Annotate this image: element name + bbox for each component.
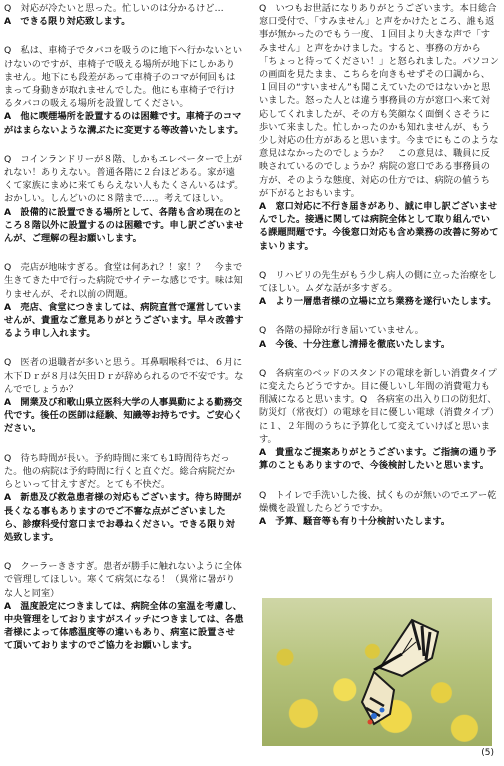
answer-text: A できる限り対応致します。 [4, 16, 131, 28]
qa-item [4, 261, 244, 340]
question-text: Q トイレで手洗いした後、拭くものが無いのでエアー乾燥機を設置したらどうですか。 [259, 489, 497, 514]
answer-text: A 今後、十分注意し清掃を徹底いたします。 [259, 338, 451, 350]
qa-item [4, 153, 244, 245]
question-text: Q 対応が冷たいと思った。忙しいのは分かるけど… [4, 3, 224, 14]
answer-text: A 設備的に設置できる場所として、各階も含め現在のところ８階以外に設置するのは困難です。申し訳ございませんが、ご理解の程お願いします。 [4, 206, 244, 245]
left-column [4, 2, 244, 669]
answer-text: A 売店、食堂につきましては、病院直営で運営していませんが、貴重なご意見ありがとうございます。早々改善するよう申し入れます。 [4, 301, 244, 340]
answer-text: A 新患及び救急患者様の対応もございます。待ち時間が長くなる事もありますのでご不審な点がございましたら、診療科受付窓口までお尋ねください。できる限り対処致します。 [4, 492, 242, 543]
qa-item [259, 2, 499, 253]
question-text: Q 私は、車椅子でタバコを吸うのに地下へ行かないといけないのですが、車椅子で吸える場所が地下にしかありません。地下にも段差があって車椅子のコマが何回もはまって身動きが取れませんでした。他にも車椅子で行けるタバコの吸える場所を設置してください。 [4, 45, 243, 110]
question-text: Q 待ち時間が長い。予約時間に来ても1時間待ちだった。他の病院は予約時間に行くと直ぐだ。総合病院だからといって甘えすぎだ。とても不快だ。 [4, 452, 235, 491]
question-text: Q いつもお世話になりありがとうございます。本日総合窓口受付で、「すみません」と声をかけたところ、誰も返事が無かったのでもう一度、１回目より大きな声で「すみません」と声をかけました。すると、事務の方から「ちょっと待ってください！」と怒られました。パソコンの画面を見たまま、こちらを向きもせずその口調から、１回目の“すいません”も聞こえていたのではないかと思いました。怒った人とは違う事務員の方が窓口へ来て対応してくれましたが、その方も笑顔なく面倒くさそうに歩いて来ました。忙しかったのかも知れませんが、もう少し対応の仕方があると思います。今までにもこのような意見はなかったのでしょうか？ この意見は、職員に反映されているのでしょうか？病院の窓口である事務員の方が、そのような態度、対応の仕方では、病院の値うちが下がるとおもいます。 [259, 3, 499, 199]
right-column [259, 2, 499, 544]
qa-item [4, 560, 244, 652]
butterfly-icon [262, 598, 492, 746]
question-text: Q クーラーききすぎ。患者が勝手に触れないように全体で管理してほしい。寒くて病気になる！（異常に暑がりな人と同室） [4, 561, 242, 599]
qa-item [259, 367, 499, 473]
answer-text: A 窓口対応に不行き届きがあり、誠に申し訳ございませんでした。接遇に関しては病院全体として取り組んでいる課題問題です。今後窓口対応も含め業務の改善に努めてまいります。 [259, 201, 499, 252]
answer-text: A 他に喫煙場所を設置するのは困難です。車椅子のコマがはまらないような溝ぶたに変更する等改善いたします。 [4, 111, 244, 136]
question-text: Q コインランドリーが８階、しかもエレベーターで上がれない！ありえない。普通各階に２台ほどある。家が遠くて家族にまめに来てもらえない人もたくさんいるはず。おかしい。しんどいのに８階まで‥‥。考えてほしい。 [4, 153, 244, 205]
answer-text: A 予算、騒音等も有り十分検討いたします。 [259, 515, 451, 527]
answer-text: A 開業及び和歌山県立医科大学の人事異動による勤務交代です。後任の医師は経験、知識等お持ちです。ご安心ください。 [4, 397, 243, 435]
qa-item [259, 269, 499, 309]
answer-text: A 貴重なご提案ありがとうございます。ご指摘の通り予算のこともありますので、今後検討したいと思います。 [259, 447, 497, 472]
qa-item [4, 452, 244, 544]
qa-item [259, 489, 499, 529]
qa-item [4, 2, 244, 28]
answer-text: A より一層患者様の立場に立ち業務を遂行いたします。 [259, 296, 497, 308]
qa-item [4, 44, 244, 136]
qa-item [4, 356, 244, 435]
question-text: Q 売店が地味すぎる。食堂は何あれ？！家！？ 今まで生きてきた中で行った病院でサイテーな感じです。味は知りませんが、それ以前の問題。 [4, 262, 243, 300]
page-number: (5) [481, 748, 494, 758]
qa-item [259, 324, 499, 350]
question-text: Q 各階の掃除が行き届いていません。 [259, 325, 424, 337]
butterfly-photo [262, 598, 492, 746]
question-text: Q 医者の退職者が多いと思う。耳鼻咽喉科では、６月に木下Ｄｒが８月は矢田Ｄｒが辞められるので不安です。なんででしょうか？ [4, 357, 244, 395]
question-text: Q 各病室のベッドのスタンドの電球を新しい消費タイプに変えたらどうですか。目に優しいし年間の消費電力も削減になると思います。Q 各病室の出入り口の防犯灯、防災灯（常夜灯）の電球を目に優しい電球（消費タイプ）に１、２年間のうちに予算化して変えていけばと思います。 [259, 367, 499, 445]
answer-text: A 温度設定につきましては、病院全体の室温を考慮し、中央管理をしておりますがスイッチにつきましては、各患者様によって体感温度等の違いもあり、病室に設置させて頂いておりますのでご協力をお願いします。 [4, 600, 244, 652]
question-text: Q リハビリの先生がもう少し病人の側に立った治療をしてほしい。ムダな話が多すぎる。 [259, 269, 497, 295]
